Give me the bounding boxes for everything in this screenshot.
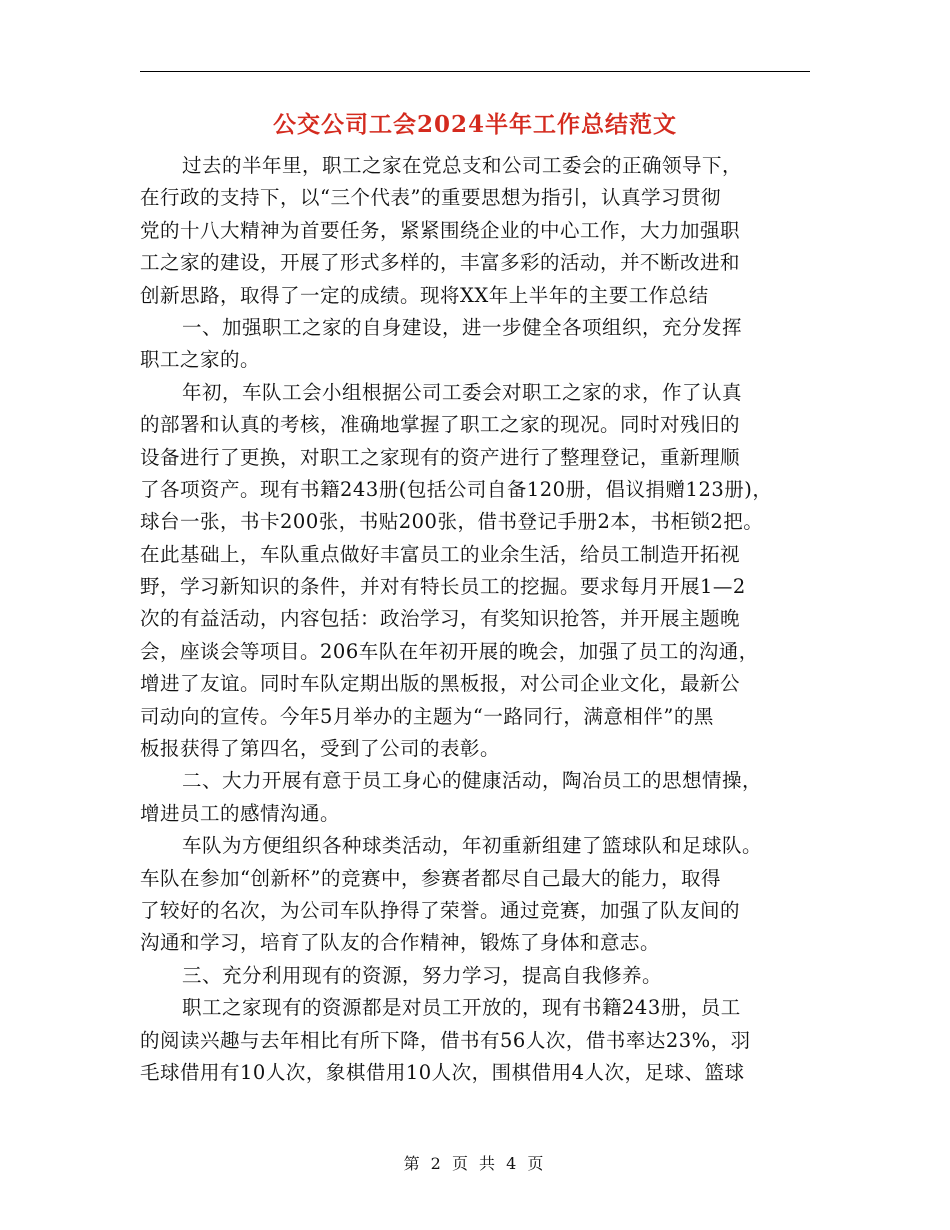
body-line: 在行政的支持下，以“三个代表”的重要思想为指引，认真学习贯彻 [140, 186, 721, 210]
body-line: 增进了友谊。同时车队定期出版的黑板报，对公司企业文化，最新公 [140, 672, 741, 696]
body-line: 车队在参加“创新杯”的竞赛中，参赛者都尽自己最大的能力，取得 [140, 866, 721, 890]
body-line: 会，座谈会等项目。206车队在年初开展的晚会，加强了员工的沟通， [140, 639, 759, 663]
body-line: 板报获得了第四名，受到了公司的表彰。 [140, 737, 501, 761]
body-line: 野，学习新知识的条件，并对有特长员工的挖掘。要求每月开展1—2 [140, 575, 746, 599]
body-line: 球台一张，书卡200张，书贴200张，借书登记手册2本，书柜锁2把。 [140, 510, 764, 534]
body-line: 次的有益活动，内容包括：政治学习，有奖知识抢答，并开展主题晚 [140, 607, 741, 631]
body-line: 创新思路，取得了一定的成绩。现将XX年上半年的主要工作总结 [140, 283, 709, 307]
body-line: 了较好的名次，为公司车队挣得了荣誉。通过竞赛，加强了队友间的 [140, 898, 741, 922]
body-line: 职工之家现有的资源都是对员工开放的，现有书籍243册，员工 [182, 996, 741, 1020]
header-rule [140, 71, 810, 72]
document-title: 公交公司工会2024半年工作总结范文 [272, 111, 677, 138]
body-line: 设备进行了更换，对职工之家现有的资产进行了整理登记，重新理顺 [140, 445, 741, 469]
body-line: 车队为方便组织各种球类活动，年初重新组建了篮球队和足球队。 [182, 834, 763, 858]
body-line: 职工之家的。 [140, 348, 261, 372]
body-line: 二、大力开展有意于员工身心的健康活动，陶冶员工的思想情操， [182, 769, 763, 793]
body-line: 过去的半年里，职工之家在党总支和公司工委会的正确领导下， [182, 154, 743, 177]
body-line: 一、加强职工之家的自身建设，进一步健全各项组织，充分发挥 [182, 315, 743, 339]
body-line: 党的十八大精神为首要任务，紧紧围绕企业的中心工作，大力加强职 [140, 218, 741, 242]
body-line: 工之家的建设，开展了形式多样的，丰富多彩的活动，并不断改进和 [140, 251, 741, 275]
body-line: 年初，车队工会小组根据公司工委会对职工之家的求，作了认真 [182, 380, 743, 404]
body-line: 三、充分利用现有的资源，努力学习，提高自我修养。 [182, 963, 663, 987]
body-line: 在此基础上，车队重点做好丰富员工的业余生活，给员工制造开拓视 [140, 542, 741, 566]
body-line: 增进员工的感情沟通。 [140, 801, 341, 825]
body-line: 的阅读兴趣与去年相比有所下降，借书有56人次，借书率达23%，羽 [140, 1028, 751, 1052]
document-body [140, 150, 810, 1089]
body-line: 沟通和学习，培育了队友的合作精神，锻炼了身体和意志。 [140, 931, 661, 955]
body-line: 毛球借用有10人次，象棋借用10人次，围棋借用4人次，足球、篮球 [140, 1060, 745, 1084]
body-line: 的部署和认真的考核，准确地掌握了职工之家的现况。同时对残旧的 [140, 413, 741, 437]
body-line: 了各项资产。现有书籍243册(包括公司自备120册，倡议捐赠123册)， [140, 477, 773, 501]
body-line: 司动向的宣传。今年5月举办的主题为“一路同行，满意相伴”的黑 [140, 704, 714, 728]
page-number-footer: 第 2 页 共 4 页 [403, 1154, 547, 1173]
